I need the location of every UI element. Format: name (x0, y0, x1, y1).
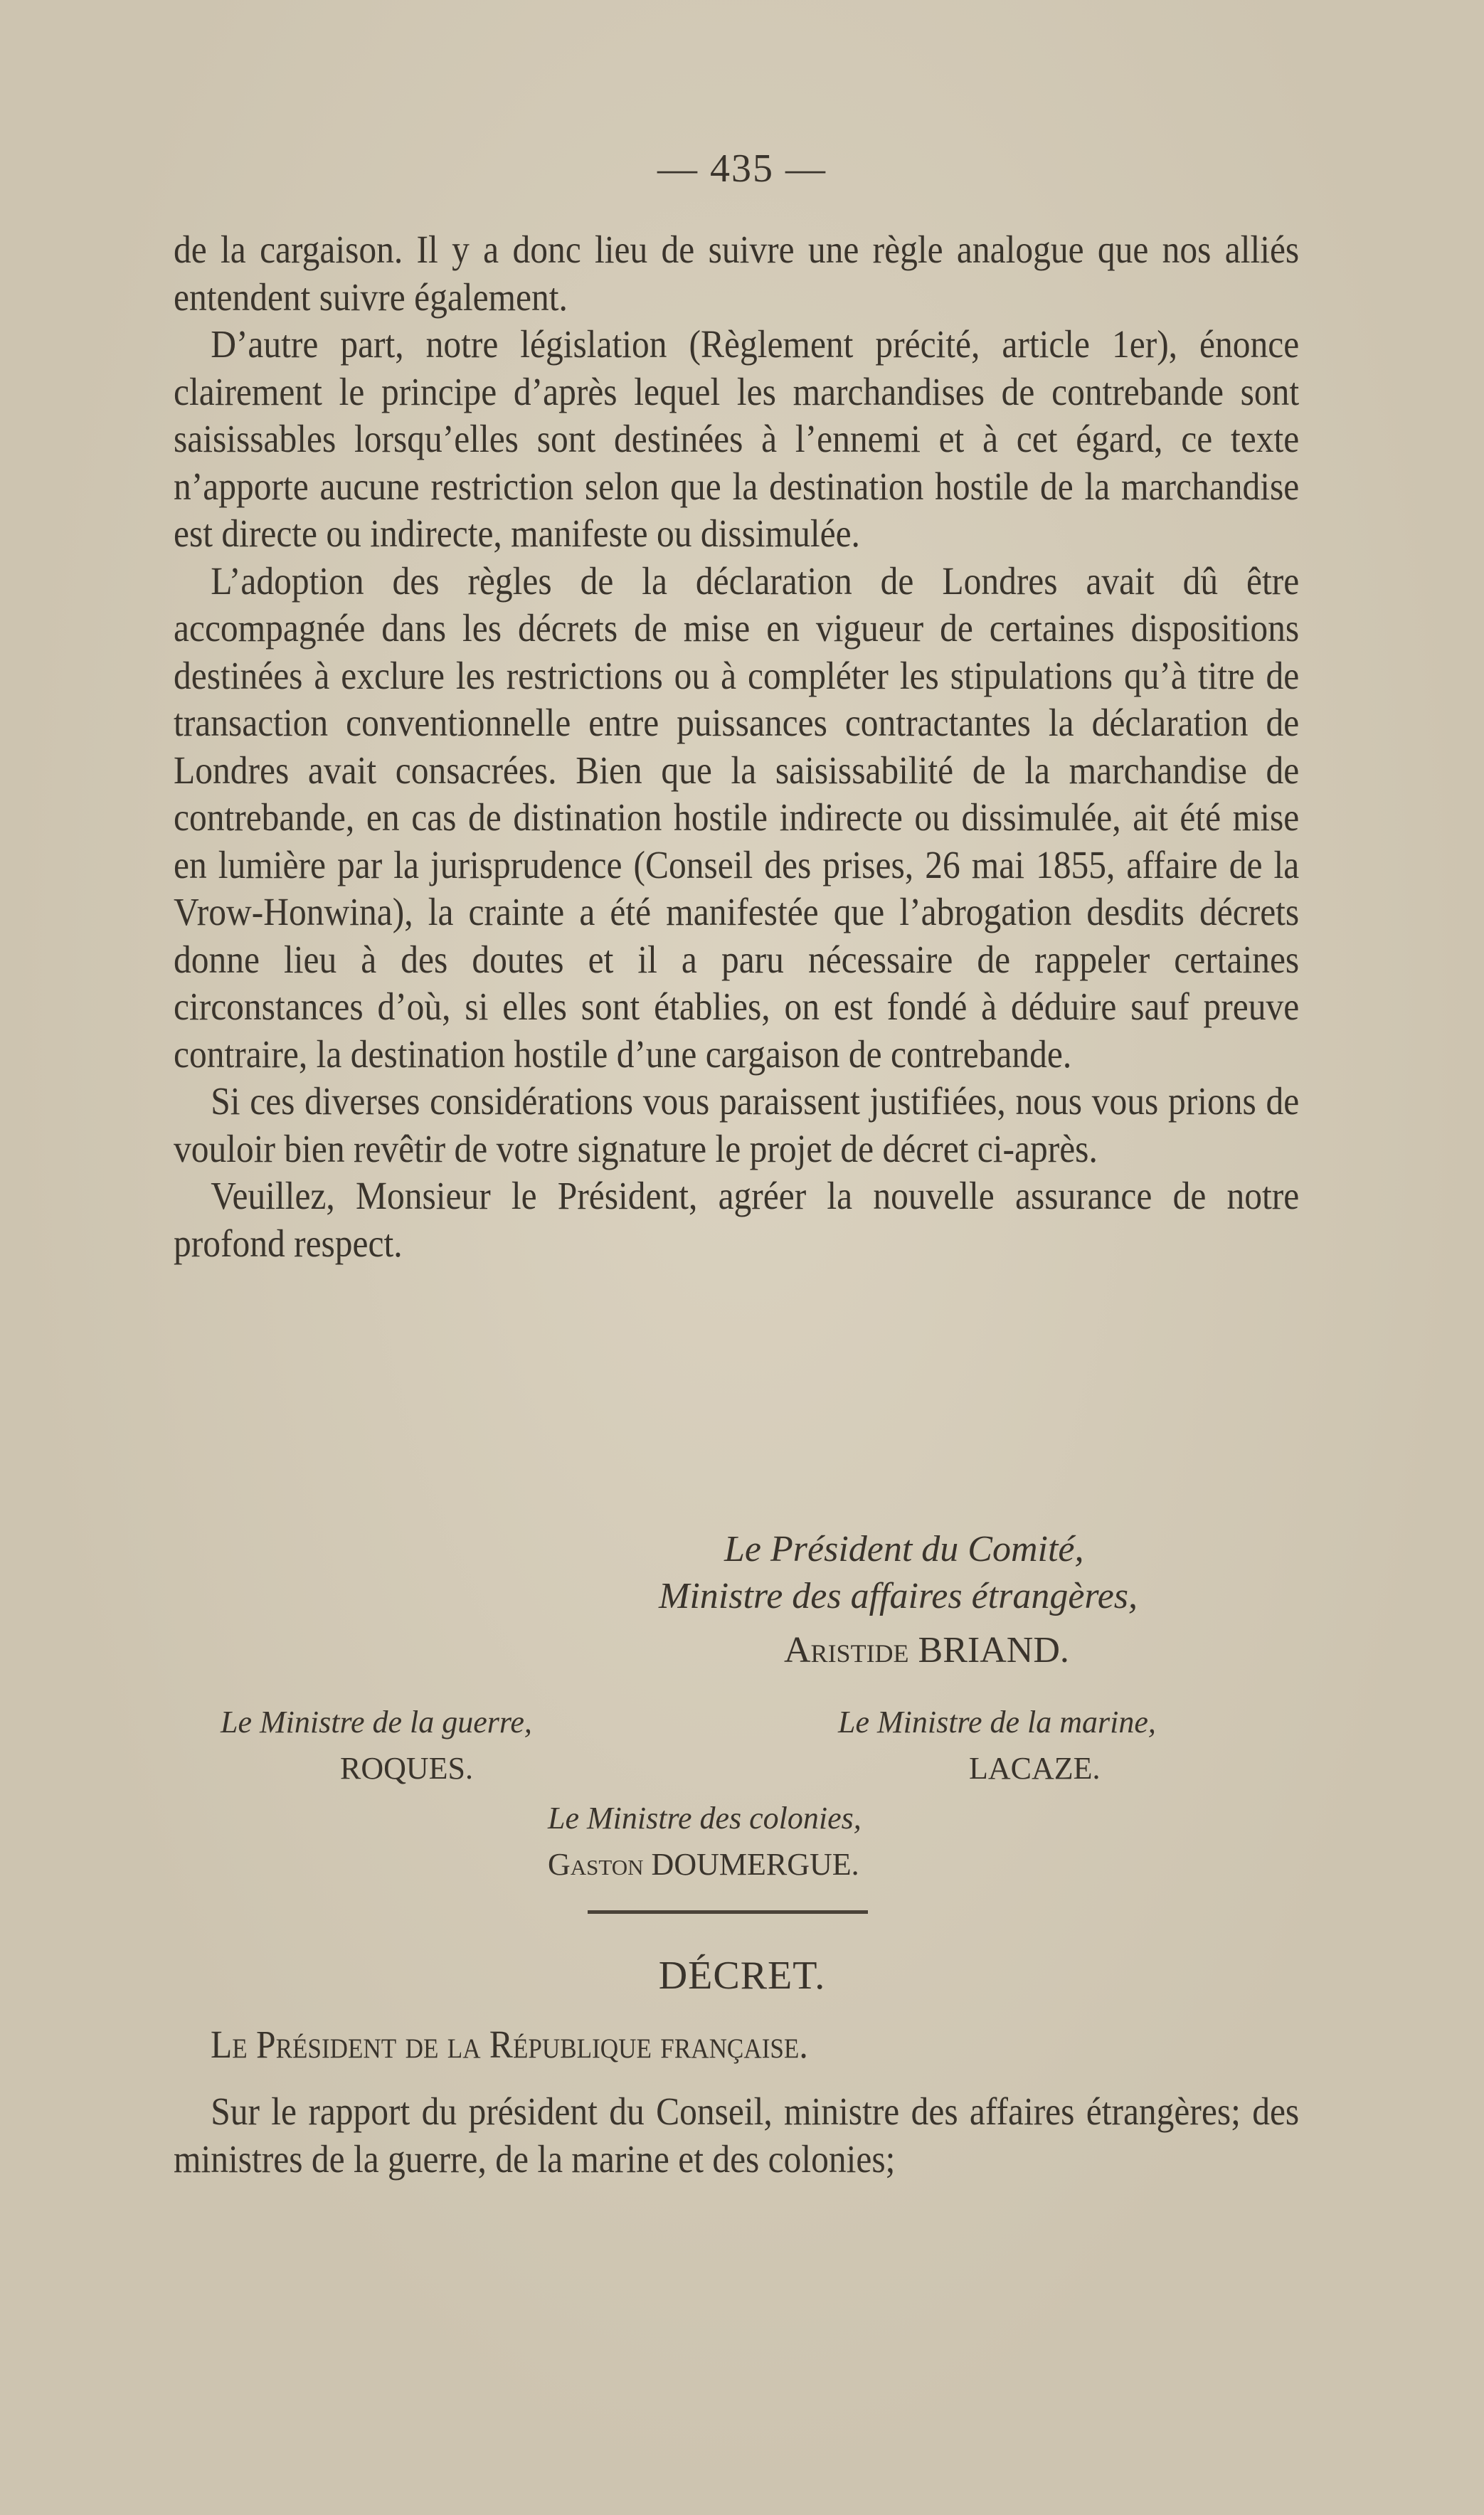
body-text (174, 226, 1299, 1267)
page-number: — 435 — (657, 147, 827, 191)
paragraph-4: Si ces diverses considérations vous paraissent justifiées, nous vous prions de vouloir bien revêtir de votre signature le projet de décret ci-après. (174, 1079, 1300, 1170)
colonies-title: Le Ministre des colonies, (548, 1801, 862, 1836)
marine-name: LACAZE. (969, 1751, 1101, 1786)
sur-rapport-text: Sur le rapport du président du Conseil, ministre des affaires étrangères; des ministres de la guerre, de la marine et des colonies; (174, 2090, 1300, 2181)
president-republique-line: Le Président de la République française. (211, 2023, 808, 2066)
paragraph-1: de la cargaison. Il y a donc lieu de suivre une règle analogue que nos alliés entendent suivre également. (174, 228, 1300, 319)
separator-rule (588, 1910, 868, 1914)
paragraph-2: D’autre part, notre législation (Règlement précité, article 1er), énonce clairement le principe d’après lequel les marchandises de contrebande sont saisissables lorsqu’elles sont destinées à l’ennemi et à cet égard, ce texte n’apporte aucune restriction selon que la destination hostile de la marchandise est directe ou indirecte, manifeste ou dissimulée. (174, 322, 1300, 555)
sur-rapport-paragraph (174, 2088, 1299, 2183)
paragraph-3: L’adoption des règles de la déclaration de Londres avait dû être accompagnée dans les décrets de mise en vigueur de certaines dispositions destinées à exclure les restrictions ou à compléter les stipulations qu’à titre de transaction conventionnelle entre puissances contractantes la déclaration de Londres avait consacrées. Bien que la saisissabilité de la marchandise de contrebande, en cas de distination hostile indirecte ou dissimulée, ait été mise en lumière par la jurisprudence (Conseil des prises, 26 mai 1855, affaire de la Vrow-Honwina), la crainte a été manifestée que l’abrogation desdits décrets donne lieu à des doutes et il a paru nécessaire de rappeler certaines circonstances d’où, si elles sont établies, on est fondé à déduire sauf preuve contraire, la destination hostile d’une cargaison de contrebande. (174, 558, 1300, 1076)
guerre-name: ROQUES. (340, 1751, 474, 1786)
paragraph-5: Veuillez, Monsieur le Président, agréer la nouvelle assurance de notre profond respect. (174, 1174, 1300, 1265)
president-title-1: Le Président du Comité, (724, 1529, 1084, 1569)
president-title-2: Ministre des affaires étrangères, (659, 1576, 1138, 1616)
colonies-name: Gaston DOUMERGUE. (548, 1847, 859, 1882)
decret-title: DÉCRET. (658, 1954, 826, 1998)
marine-title: Le Ministre de la marine, (838, 1705, 1156, 1740)
guerre-title: Le Ministre de la guerre, (221, 1705, 532, 1740)
president-name: Aristide BRIAND. (784, 1630, 1069, 1671)
